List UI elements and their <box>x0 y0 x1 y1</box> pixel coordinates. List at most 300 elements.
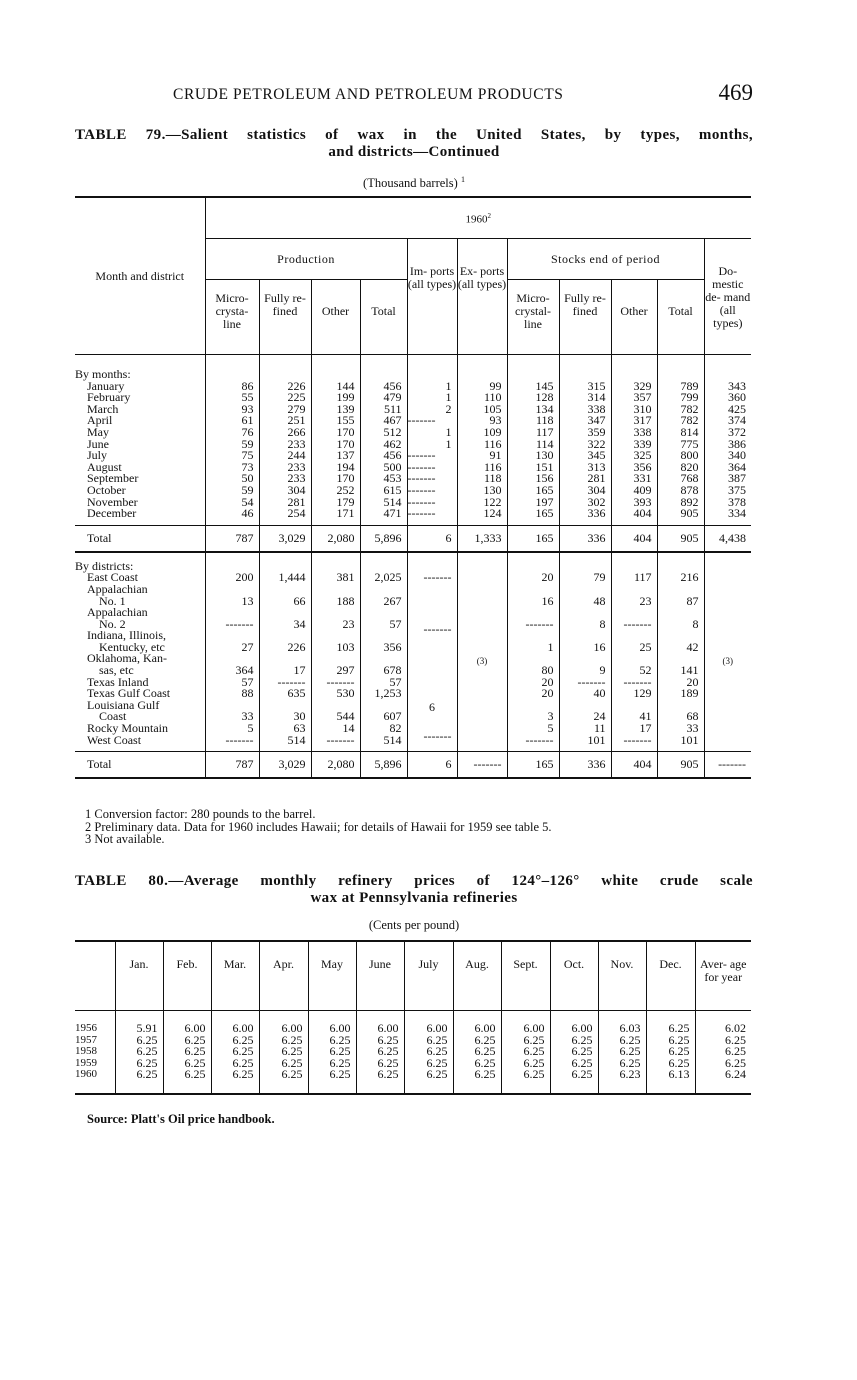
month-label: August <box>87 459 122 474</box>
district-cell: 13 <box>205 584 259 607</box>
month-cell: 117 <box>507 427 559 439</box>
month-cell: 233 <box>259 439 311 451</box>
month-cell: ------- <box>407 497 457 509</box>
table80-cell: 6.25 <box>115 1069 163 1094</box>
district-cell: 41 <box>611 700 657 723</box>
table80-cell: 6.25 <box>115 1058 163 1070</box>
table80-cell: 6.25 <box>550 1058 598 1070</box>
table80-cell: 6.25 <box>695 1046 751 1058</box>
month-cell: 1 <box>407 427 457 439</box>
blank-cell <box>611 552 657 573</box>
month-cell: 364 <box>704 462 751 474</box>
total-cell: 905 <box>657 525 704 552</box>
month-cell: 514 <box>360 497 407 509</box>
district-cell: 129 <box>611 688 657 700</box>
district-imports-cell: ------- <box>407 607 457 653</box>
table80-cell: 6.25 <box>646 1011 695 1035</box>
month-cell: 233 <box>259 473 311 485</box>
table80-cell: 6.25 <box>211 1046 259 1058</box>
page-number: 469 <box>718 80 753 105</box>
exports-header: Ex- ports (all types) <box>457 239 507 355</box>
month-cell: 46 <box>205 508 259 525</box>
district-cell: 57 <box>360 677 407 689</box>
table80-cell: 6.24 <box>695 1069 751 1094</box>
month-label: May <box>87 424 109 439</box>
month-cell: 91 <box>457 450 507 462</box>
month-cell: 124 <box>457 508 507 525</box>
month-cell: 244 <box>259 450 311 462</box>
table80-cell: 6.25 <box>115 1035 163 1047</box>
domestic-demand-header: Do- mestic de- mand (all types) <box>704 239 751 355</box>
month-row <box>75 508 751 525</box>
district-label <box>75 697 205 724</box>
table80-row <box>75 1058 751 1070</box>
month-cell: 338 <box>559 404 611 416</box>
table80-cell: 6.25 <box>501 1058 550 1070</box>
table80-year: 1960 <box>75 1069 115 1094</box>
table80-cell: 6.00 <box>259 1011 308 1035</box>
month-cell: 118 <box>457 473 507 485</box>
table80-col-header: July <box>404 941 453 1011</box>
district-cell: ------- <box>311 677 360 689</box>
table80-cell: 6.00 <box>211 1011 259 1035</box>
district-label <box>75 630 205 653</box>
district-cell: 17 <box>611 723 657 735</box>
total-cell: 787 <box>205 525 259 552</box>
month-cell: 105 <box>457 404 507 416</box>
district-cell: 530 <box>311 688 360 700</box>
total-row <box>75 752 751 779</box>
total-cell: 3,029 <box>259 752 311 779</box>
district-cell: 514 <box>360 735 407 752</box>
month-cell: 782 <box>657 415 704 427</box>
month-cell: 1 <box>407 381 457 393</box>
table80-cell: 6.25 <box>163 1069 211 1094</box>
table80-title-line2: wax at Pennsylvania refineries <box>310 890 518 906</box>
month-cell: 456 <box>360 381 407 393</box>
month-cell: 820 <box>657 462 704 474</box>
table80-cell: 6.25 <box>453 1046 501 1058</box>
district-cell: 42 <box>657 630 704 653</box>
district-label-line1: West Coast <box>87 732 142 747</box>
table80-cell: 6.25 <box>501 1069 550 1094</box>
table80-cell: 6.25 <box>259 1069 308 1094</box>
blank-cell <box>704 552 751 573</box>
table80-cell: 5.91 <box>115 1011 163 1035</box>
district-cell: 635 <box>259 688 311 700</box>
month-cell: 165 <box>507 485 559 497</box>
month-cell: 76 <box>205 427 259 439</box>
district-cell: 9 <box>559 653 611 676</box>
month-cell: 114 <box>507 439 559 451</box>
month-cell: 511 <box>360 404 407 416</box>
month-cell: 109 <box>457 427 507 439</box>
month-cell: 145 <box>507 381 559 393</box>
month-cell: 360 <box>704 392 751 404</box>
table80-cell: 6.25 <box>453 1069 501 1094</box>
district-cell: 63 <box>259 723 311 735</box>
table80-cell: 6.25 <box>404 1058 453 1070</box>
district-row <box>75 607 751 630</box>
footnote-3: 3 Not available. <box>85 832 165 846</box>
month-cell: 279 <box>259 404 311 416</box>
district-label-line1: Appalachian <box>87 581 148 596</box>
month-cell: 156 <box>507 473 559 485</box>
district-label-line2: No. 2 <box>99 616 126 631</box>
table80-cell: 6.25 <box>356 1035 404 1047</box>
district-cell: 103 <box>311 630 360 653</box>
table80-col-header: Aver- age for year <box>695 941 751 1011</box>
total-cell: 2,080 <box>311 525 360 552</box>
total-cell: 404 <box>611 752 657 779</box>
table80-cell: 6.25 <box>404 1035 453 1047</box>
district-label-line1: Appalachian <box>87 605 148 620</box>
stocks-other-header: Other <box>611 280 657 355</box>
month-cell: 409 <box>611 485 657 497</box>
district-cell: 5 <box>205 723 259 735</box>
table80-title <box>75 873 753 907</box>
table80-cell: 6.25 <box>356 1058 404 1070</box>
district-cell: ------- <box>611 735 657 752</box>
table80-cell: 6.25 <box>308 1046 356 1058</box>
table80-row <box>75 1011 751 1035</box>
district-cell: 101 <box>559 735 611 752</box>
month-cell: 322 <box>559 439 611 451</box>
month-cell: 331 <box>611 473 657 485</box>
district-cell: 1 <box>507 630 559 653</box>
month-cell: 799 <box>657 392 704 404</box>
month-cell: 878 <box>657 485 704 497</box>
month-cell: 134 <box>507 404 559 416</box>
table80-cell: 6.25 <box>453 1058 501 1070</box>
district-cell: 267 <box>360 584 407 607</box>
table79-months-body <box>75 355 751 526</box>
table80-col-header: Dec. <box>646 941 695 1011</box>
table79-title-line1: TABLE 79.—Salient statistics of wax in the United States, by types, months, <box>75 127 753 143</box>
month-cell: 122 <box>457 497 507 509</box>
month-cell: 110 <box>457 392 507 404</box>
table80-cell: 6.13 <box>646 1069 695 1094</box>
district-cell: 544 <box>311 700 360 723</box>
district-row <box>75 572 751 584</box>
table80-cell: 6.25 <box>646 1058 695 1070</box>
district-cell: 25 <box>611 630 657 653</box>
district-cell: ------- <box>205 607 259 630</box>
district-row <box>75 653 751 676</box>
month-cell: 116 <box>457 462 507 474</box>
month-cell: ------- <box>407 462 457 474</box>
running-head-title: CRUDE PETROLEUM AND PETROLEUM PRODUCTS <box>173 86 564 103</box>
month-cell: 54 <box>205 497 259 509</box>
district-label-line2: Kentucky, etc <box>99 639 165 654</box>
table80-col-header: Aug. <box>453 941 501 1011</box>
district-label <box>75 653 205 676</box>
district-cell: 216 <box>657 572 704 584</box>
table80-cell: 6.25 <box>211 1035 259 1047</box>
district-cell: 52 <box>611 653 657 676</box>
table79-districts-total-body <box>75 752 751 779</box>
month-cell: 378 <box>704 497 751 509</box>
table80-cell: 6.25 <box>259 1058 308 1070</box>
table80-cell: 6.25 <box>259 1046 308 1058</box>
month-cell: 347 <box>559 415 611 427</box>
table80-body <box>75 1011 751 1094</box>
month-cell: 386 <box>704 439 751 451</box>
district-imports-cell: ------- <box>407 723 457 752</box>
district-cell: 48 <box>559 584 611 607</box>
district-cell: 8 <box>657 607 704 630</box>
district-cell: 17 <box>259 653 311 676</box>
table80-col-header: Apr. <box>259 941 308 1011</box>
month-label: April <box>87 413 113 428</box>
month-cell: 55 <box>205 392 259 404</box>
table79-unit-footnote-ref: 1 <box>460 175 465 184</box>
district-cell: 27 <box>205 630 259 653</box>
stub-header: Month and district <box>75 197 205 355</box>
month-cell: 387 <box>704 473 751 485</box>
month-cell: 165 <box>507 508 559 525</box>
month-cell: 374 <box>704 415 751 427</box>
month-cell: 393 <box>611 497 657 509</box>
month-label: January <box>87 378 125 393</box>
month-cell: 59 <box>205 485 259 497</box>
district-cell: 141 <box>657 653 704 676</box>
district-cell: 226 <box>259 630 311 653</box>
blank-cell <box>457 552 507 573</box>
month-cell: 170 <box>311 473 360 485</box>
blank-cell <box>311 552 360 573</box>
district-cell: 87 <box>657 584 704 607</box>
table79-districts-body <box>75 552 751 752</box>
table80-cell: 6.25 <box>163 1058 211 1070</box>
district-domestic-na: (3) <box>704 572 751 751</box>
district-cell: ------- <box>259 677 311 689</box>
table80-row <box>75 1035 751 1047</box>
district-cell: 514 <box>259 735 311 752</box>
total-cell: 404 <box>611 525 657 552</box>
district-cell: 20 <box>657 677 704 689</box>
month-cell: 315 <box>559 381 611 393</box>
month-cell: 151 <box>507 462 559 474</box>
district-cell: 14 <box>311 723 360 735</box>
month-cell: 462 <box>360 439 407 451</box>
table79-title-line2: and districts—Continued <box>328 144 500 160</box>
prod-other-header: Other <box>311 280 360 355</box>
district-cell: 23 <box>311 607 360 630</box>
district-cell: 381 <box>311 572 360 584</box>
stocks-total-header: Total <box>657 280 704 355</box>
month-cell: 199 <box>311 392 360 404</box>
district-cell: 20 <box>507 572 559 584</box>
table80-cell: 6.25 <box>501 1046 550 1058</box>
total-cell: 3,029 <box>259 525 311 552</box>
district-cell: ------- <box>611 607 657 630</box>
district-cell: 5 <box>507 723 559 735</box>
district-imports-cell: 6 <box>407 653 457 723</box>
table80-cell: 6.23 <box>598 1069 646 1094</box>
month-cell: 130 <box>457 485 507 497</box>
table79-footnotes <box>85 808 552 846</box>
month-cell: 800 <box>657 450 704 462</box>
month-cell: 233 <box>259 462 311 474</box>
total-cell: 1,333 <box>457 525 507 552</box>
total-label: Total <box>75 525 205 552</box>
district-cell: 33 <box>657 723 704 735</box>
district-cell: 607 <box>360 700 407 723</box>
total-cell: ------- <box>457 752 507 779</box>
month-cell: 266 <box>259 427 311 439</box>
month-cell: 226 <box>259 381 311 393</box>
table80-cell: 6.25 <box>308 1035 356 1047</box>
month-cell: 130 <box>507 450 559 462</box>
table80-cell: 6.25 <box>598 1046 646 1058</box>
district-cell: 3 <box>507 700 559 723</box>
table80-cell: 6.00 <box>550 1011 598 1035</box>
district-cell: 189 <box>657 688 704 700</box>
month-cell: 336 <box>559 508 611 525</box>
month-cell: ------- <box>407 485 457 497</box>
table80-cell: 6.02 <box>695 1011 751 1035</box>
table80 <box>75 940 751 1095</box>
month-cell: 313 <box>559 462 611 474</box>
month-cell: 479 <box>360 392 407 404</box>
district-label-line1: Rocky Mountain <box>87 721 168 736</box>
table80-cell: 6.03 <box>598 1011 646 1035</box>
stocks-header: Stocks end of period <box>507 239 704 280</box>
table80-cell: 6.25 <box>211 1069 259 1094</box>
month-cell: 329 <box>611 381 657 393</box>
month-label: October <box>87 482 126 497</box>
blank-cell <box>559 552 611 573</box>
month-cell: 1 <box>407 392 457 404</box>
total-row <box>75 525 751 552</box>
month-cell: 372 <box>704 427 751 439</box>
table80-cell: 6.25 <box>211 1058 259 1070</box>
table80-cell: 6.25 <box>501 1035 550 1047</box>
month-cell: 75 <box>205 450 259 462</box>
month-cell: 281 <box>559 473 611 485</box>
table80-title-line1: TABLE 80.—Average monthly refinery prices of 124°–126° white crude scale <box>75 873 753 889</box>
month-cell: 179 <box>311 497 360 509</box>
district-cell: 1,253 <box>360 688 407 700</box>
district-cell: 34 <box>259 607 311 630</box>
blank-cell <box>407 552 457 573</box>
month-cell: 775 <box>657 439 704 451</box>
table79-months-total-body <box>75 525 751 552</box>
months-section-label: By months: <box>75 367 131 381</box>
month-cell: 170 <box>311 427 360 439</box>
month-label: November <box>87 494 138 509</box>
table80-year: 1956 <box>75 1022 97 1034</box>
district-label-line1: Louisiana Gulf <box>87 697 160 712</box>
district-cell: 82 <box>360 723 407 735</box>
month-cell: 50 <box>205 473 259 485</box>
table80-cell: 6.00 <box>453 1011 501 1035</box>
month-cell: 404 <box>611 508 657 525</box>
blank-cell <box>360 552 407 573</box>
district-cell: ------- <box>611 677 657 689</box>
district-cell: 11 <box>559 723 611 735</box>
table80-col-header: Oct. <box>550 941 598 1011</box>
district-cell: 188 <box>311 584 360 607</box>
running-header <box>173 82 753 112</box>
month-cell: 814 <box>657 427 704 439</box>
district-label <box>75 581 205 608</box>
month-cell: 251 <box>259 415 311 427</box>
table80-row <box>75 1046 751 1058</box>
table80-year: 1959 <box>75 1056 97 1069</box>
month-cell: 425 <box>704 404 751 416</box>
district-cell: 30 <box>259 700 311 723</box>
district-cell: ------- <box>311 735 360 752</box>
district-label-line1: Texas Inland <box>87 674 149 689</box>
month-cell: 137 <box>311 450 360 462</box>
month-cell: 339 <box>611 439 657 451</box>
total-cell: 6 <box>407 752 457 779</box>
month-cell: 171 <box>311 508 360 525</box>
table79-unit-text: (Thousand barrels) <box>363 176 458 191</box>
district-cell: 101 <box>657 735 704 752</box>
month-label: December <box>87 506 137 521</box>
month-cell: 343 <box>704 381 751 393</box>
table80-cell: 6.00 <box>501 1011 550 1035</box>
table80-cell: 6.25 <box>646 1035 695 1047</box>
month-cell: 375 <box>704 485 751 497</box>
district-cell: ------- <box>205 735 259 752</box>
table80-cell: 6.25 <box>308 1058 356 1070</box>
blank-cell <box>205 552 259 573</box>
district-cell: 80 <box>507 653 559 676</box>
table80-cell: 6.25 <box>404 1046 453 1058</box>
district-label-line1: Indiana, Illinois, <box>87 628 166 643</box>
month-cell: 116 <box>457 439 507 451</box>
month-cell: ------- <box>407 473 457 485</box>
table80-cell: 6.00 <box>356 1011 404 1035</box>
table80-row <box>75 1069 751 1094</box>
month-label: February <box>87 390 131 405</box>
total-cell: 4,438 <box>704 525 751 552</box>
blank-cell <box>657 552 704 573</box>
month-label: March <box>87 401 119 416</box>
month-label: June <box>87 436 109 451</box>
total-label: Total <box>75 752 205 779</box>
total-cell: 165 <box>507 525 559 552</box>
month-cell: 892 <box>657 497 704 509</box>
table80-cell: 6.25 <box>356 1069 404 1094</box>
month-cell: 197 <box>507 497 559 509</box>
district-cell: 57 <box>205 677 259 689</box>
table80-col-header: Sept. <box>501 941 550 1011</box>
month-cell: 467 <box>360 415 407 427</box>
month-cell: 225 <box>259 392 311 404</box>
district-cell: 24 <box>559 700 611 723</box>
prod-micro-header: Micro- crysta- line <box>205 280 259 355</box>
month-cell: 254 <box>259 508 311 525</box>
district-exports-na: (3) <box>457 572 507 751</box>
district-cell: ------- <box>507 607 559 630</box>
total-cell: 905 <box>657 752 704 779</box>
stocks-micro-header: Micro- crystal- line <box>507 280 559 355</box>
table79-unit <box>75 175 753 191</box>
district-cell: 57 <box>360 607 407 630</box>
blank-cell <box>507 552 559 573</box>
district-label-line1: Oklahoma, Kan- <box>87 651 167 666</box>
total-cell: 787 <box>205 752 259 779</box>
district-label-line2: sas, etc <box>99 663 134 678</box>
month-cell: 118 <box>507 415 559 427</box>
total-cell: 2,080 <box>311 752 360 779</box>
table80-cell: 6.25 <box>550 1046 598 1058</box>
